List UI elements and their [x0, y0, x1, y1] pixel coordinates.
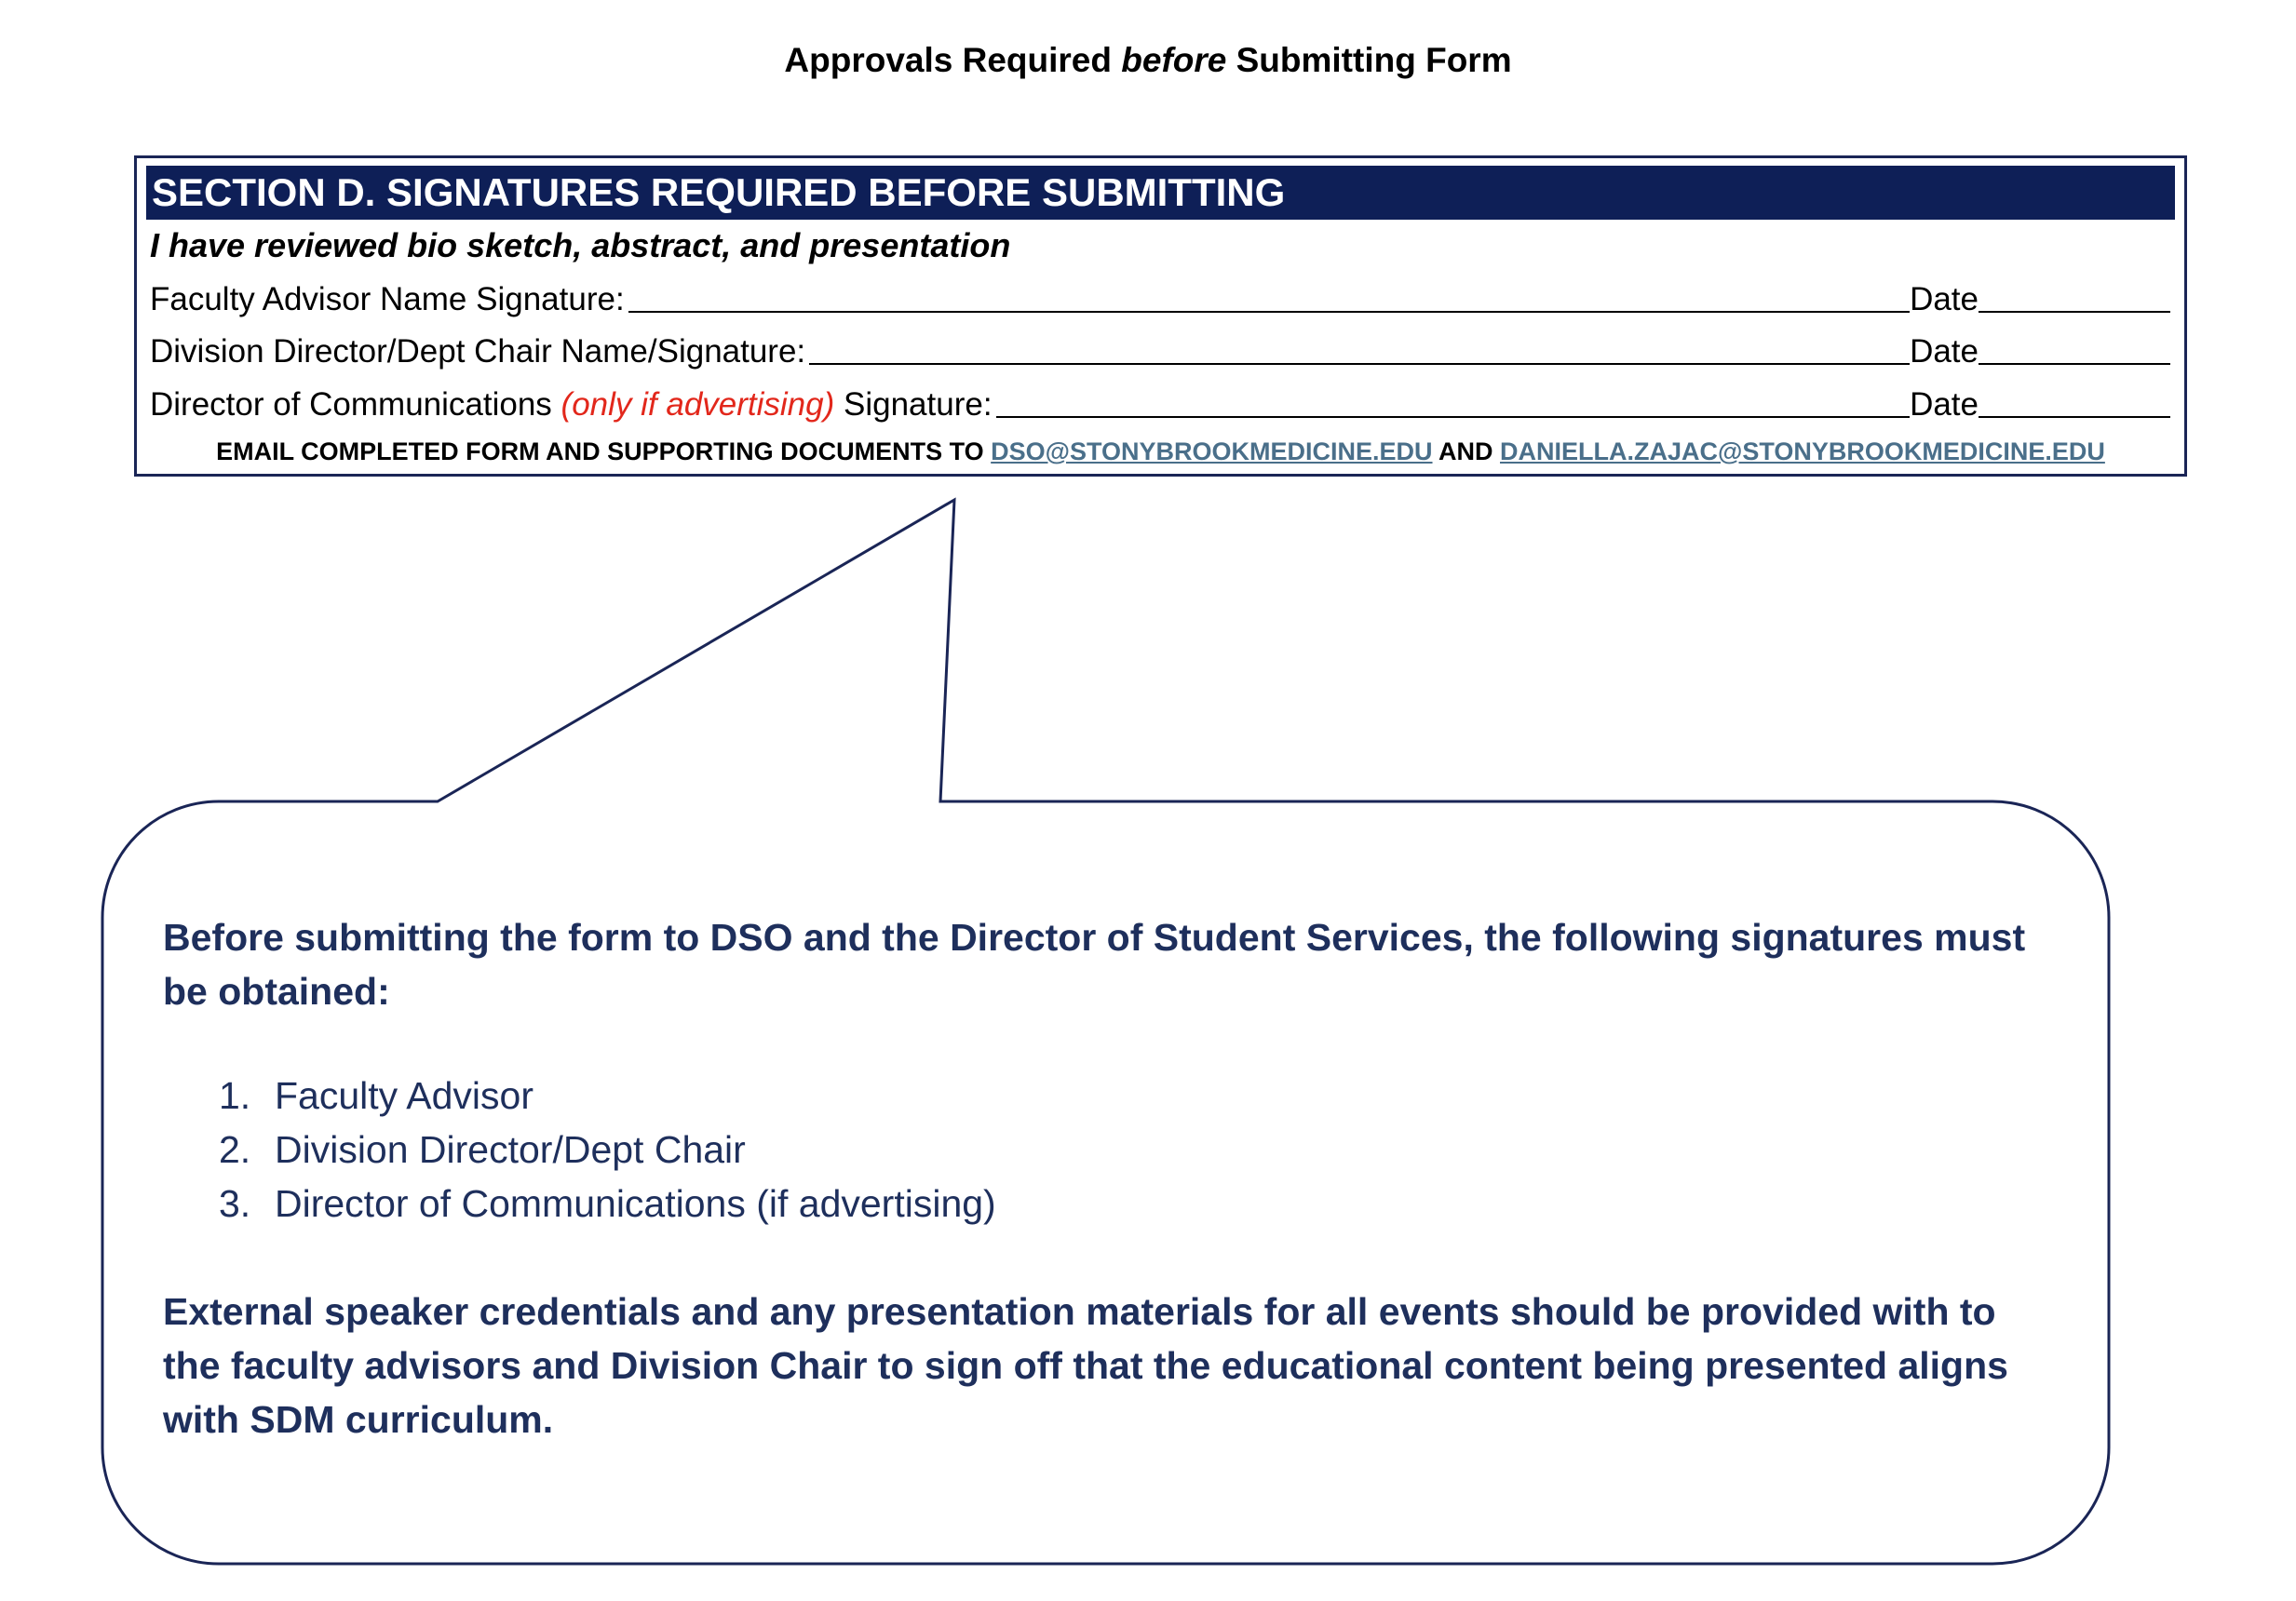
title-emphasis: before — [1121, 41, 1227, 79]
title-part-2: Submitting Form — [1226, 41, 1512, 79]
list-text: Director of Communications (if advertising) — [275, 1182, 996, 1225]
list-number: 3. — [219, 1182, 251, 1225]
signature-label: Division Director/Dept Chair Name/Signature: — [150, 333, 806, 370]
required-signatures-list — [163, 1069, 2062, 1231]
list-item — [163, 1177, 2062, 1231]
section-header: SECTION D. SIGNATURES REQUIRED BEFORE SUBMITTING — [146, 166, 2175, 220]
email-prefix: EMAIL COMPLETED FORM AND SUPPORTING DOCUMENTS TO — [216, 437, 992, 465]
date-label: Date — [1910, 333, 1979, 370]
callout-intro: Before submitting the form to DSO and the Director of Student Services, the following signatures must be obtained: — [163, 916, 2026, 1013]
signature-label: Faculty Advisor Name Signature: — [150, 281, 625, 317]
list-item — [163, 1069, 2062, 1123]
review-statement: I have reviewed bio sketch, abstract, and presentation — [150, 226, 1011, 264]
date-label: Date — [1910, 386, 1979, 423]
list-number: 1. — [219, 1074, 251, 1117]
email-connector: AND — [1432, 437, 1501, 465]
list-item — [163, 1123, 2062, 1177]
callout-outro: External speaker credentials and any presentation materials for all events should be provided with to the faculty advisors and Division Chair to sign off that the educational content being presented aligns with SDM curriculum. — [163, 1290, 2008, 1441]
list-number: 2. — [219, 1128, 251, 1171]
signature-label-main: Director of Communications — [150, 386, 561, 423]
advertising-note: (only if advertising) — [560, 386, 835, 423]
email-link-zajac[interactable]: DANIELLA.ZAJAC@STONYBROOKMEDICINE.EDU — [1500, 437, 2105, 465]
title-part-1: Approvals Required — [784, 41, 1122, 79]
email-link-dso[interactable]: DSO@STONYBROOKMEDICINE.EDU — [991, 437, 1433, 465]
signature-label-suffix: Signature: — [834, 386, 993, 423]
date-label: Date — [1910, 281, 1979, 317]
list-text: Faculty Advisor — [275, 1074, 533, 1117]
list-text: Division Director/Dept Chair — [275, 1128, 746, 1171]
callout-content — [163, 910, 2062, 1446]
